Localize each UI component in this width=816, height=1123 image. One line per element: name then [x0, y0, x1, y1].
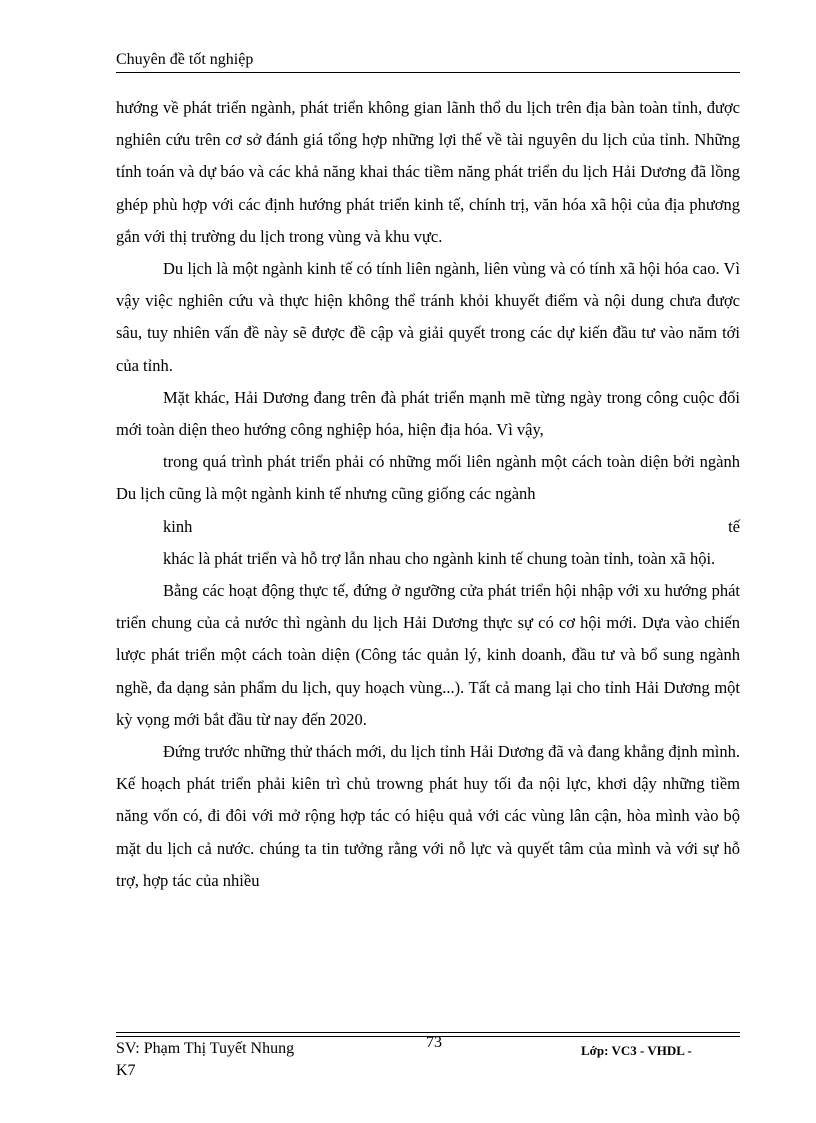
paragraph: khác là phát triển và hỗ trợ lẫn nhau cho ngành kinh tế chung toàn tỉnh, toàn xã hội. — [163, 548, 716, 568]
paragraph: Du lịch là một ngành kinh tế có tính liên ngành, liên vùng và có tính xã hội hóa cao. Vì vậy việc nghiên cứu và thực hiện không thể tránh khỏi khuyết điểm và nội dung chưa được sâu, tuy nhiên vấn đề này sẽ được đề cập và giải quyết trong các dự kiến đầu tư vào năm tới của tỉnh. — [116, 259, 740, 375]
header-title: Chuyên đề tốt nghiệp — [116, 51, 254, 68]
student-name: SV: Phạm Thị Tuyết Nhung — [116, 1040, 295, 1057]
paragraph: Bằng các hoạt động thực tế, đứng ở ngưỡng cửa phát triển hội nhập với xu hướng phát triển chung của cả nước thì ngành du lịch Hải Dương thực sự có cơ hội mới. Dựa vào chiến lược phát triển một cách toàn diện (Công tác quản lý, kinh doanh, đầu tư và bổ sung ngành nghề, đa dạng sản phẩm du lịch, quy hoạch vùng...). Tất cả mang lại cho tỉnh Hải Dương một kỳ vọng mới bắt đầu từ nay đến 2020. — [116, 581, 740, 729]
paragraph: Đứng trước những thử thách mới, du lịch tỉnh Hải Dương đã và đang khẳng định mình. Kế hoạch phát triển phải kiên trì chủ trowng phát huy tối đa nội lực, khơi dậy những tiềm năng vốn có, đi đôi với mở rộng hợp tác có hiệu quả với các vùng lân cận, hòa mình vào bộ mặt du lịch cả nước. chúng ta tin tưởng rằng với nỗ lực và quyết tâm của mình và với sự hỗ trợ, hợp tác của nhiều — [116, 742, 740, 890]
student-cohort: K7 — [116, 1062, 136, 1079]
paragraph: Mặt khác, Hải Dương đang trên đà phát triển mạnh mẽ từng ngày trong công cuộc đổi mới toàn diện theo hướng công nghiệp hóa, hiện địa hóa. Vì vậy, — [116, 387, 740, 440]
footer-student — [116, 1038, 294, 1082]
split-right-word: tế — [728, 516, 740, 536]
paragraph: hướng về phát triển ngành, phát triển không gian lãnh thổ du lịch trên địa bàn toàn tỉnh, được nghiên cứu trên cơ sở đánh giá tổng hợp những lợi thế về tài nguyên du lịch của tỉnh. Những tính toán và dự báo và các khả năng khai thác tiềm năng phát triển du lịch Hải Dương đã lồng ghép phù hợp với các định hướng phát triển kinh tế, chính trị, văn hóa xã hội của địa phương gắn với thị trường du lịch trong vùng và khu vực. — [116, 98, 740, 246]
page-number: 73 — [426, 1034, 442, 1051]
split-line — [116, 511, 740, 543]
split-left-word: kinh — [163, 516, 193, 536]
paragraph: trong quá trình phát triển phải có những mối liên ngành một cách toàn diện bởi ngành Du lịch cũng là một ngành kinh tế nhưng cũng giống các ngành — [116, 452, 740, 504]
page-header — [116, 50, 740, 73]
document-body — [116, 92, 740, 897]
footer-class: Lớp: VC3 - VHDL - — [581, 1043, 692, 1058]
